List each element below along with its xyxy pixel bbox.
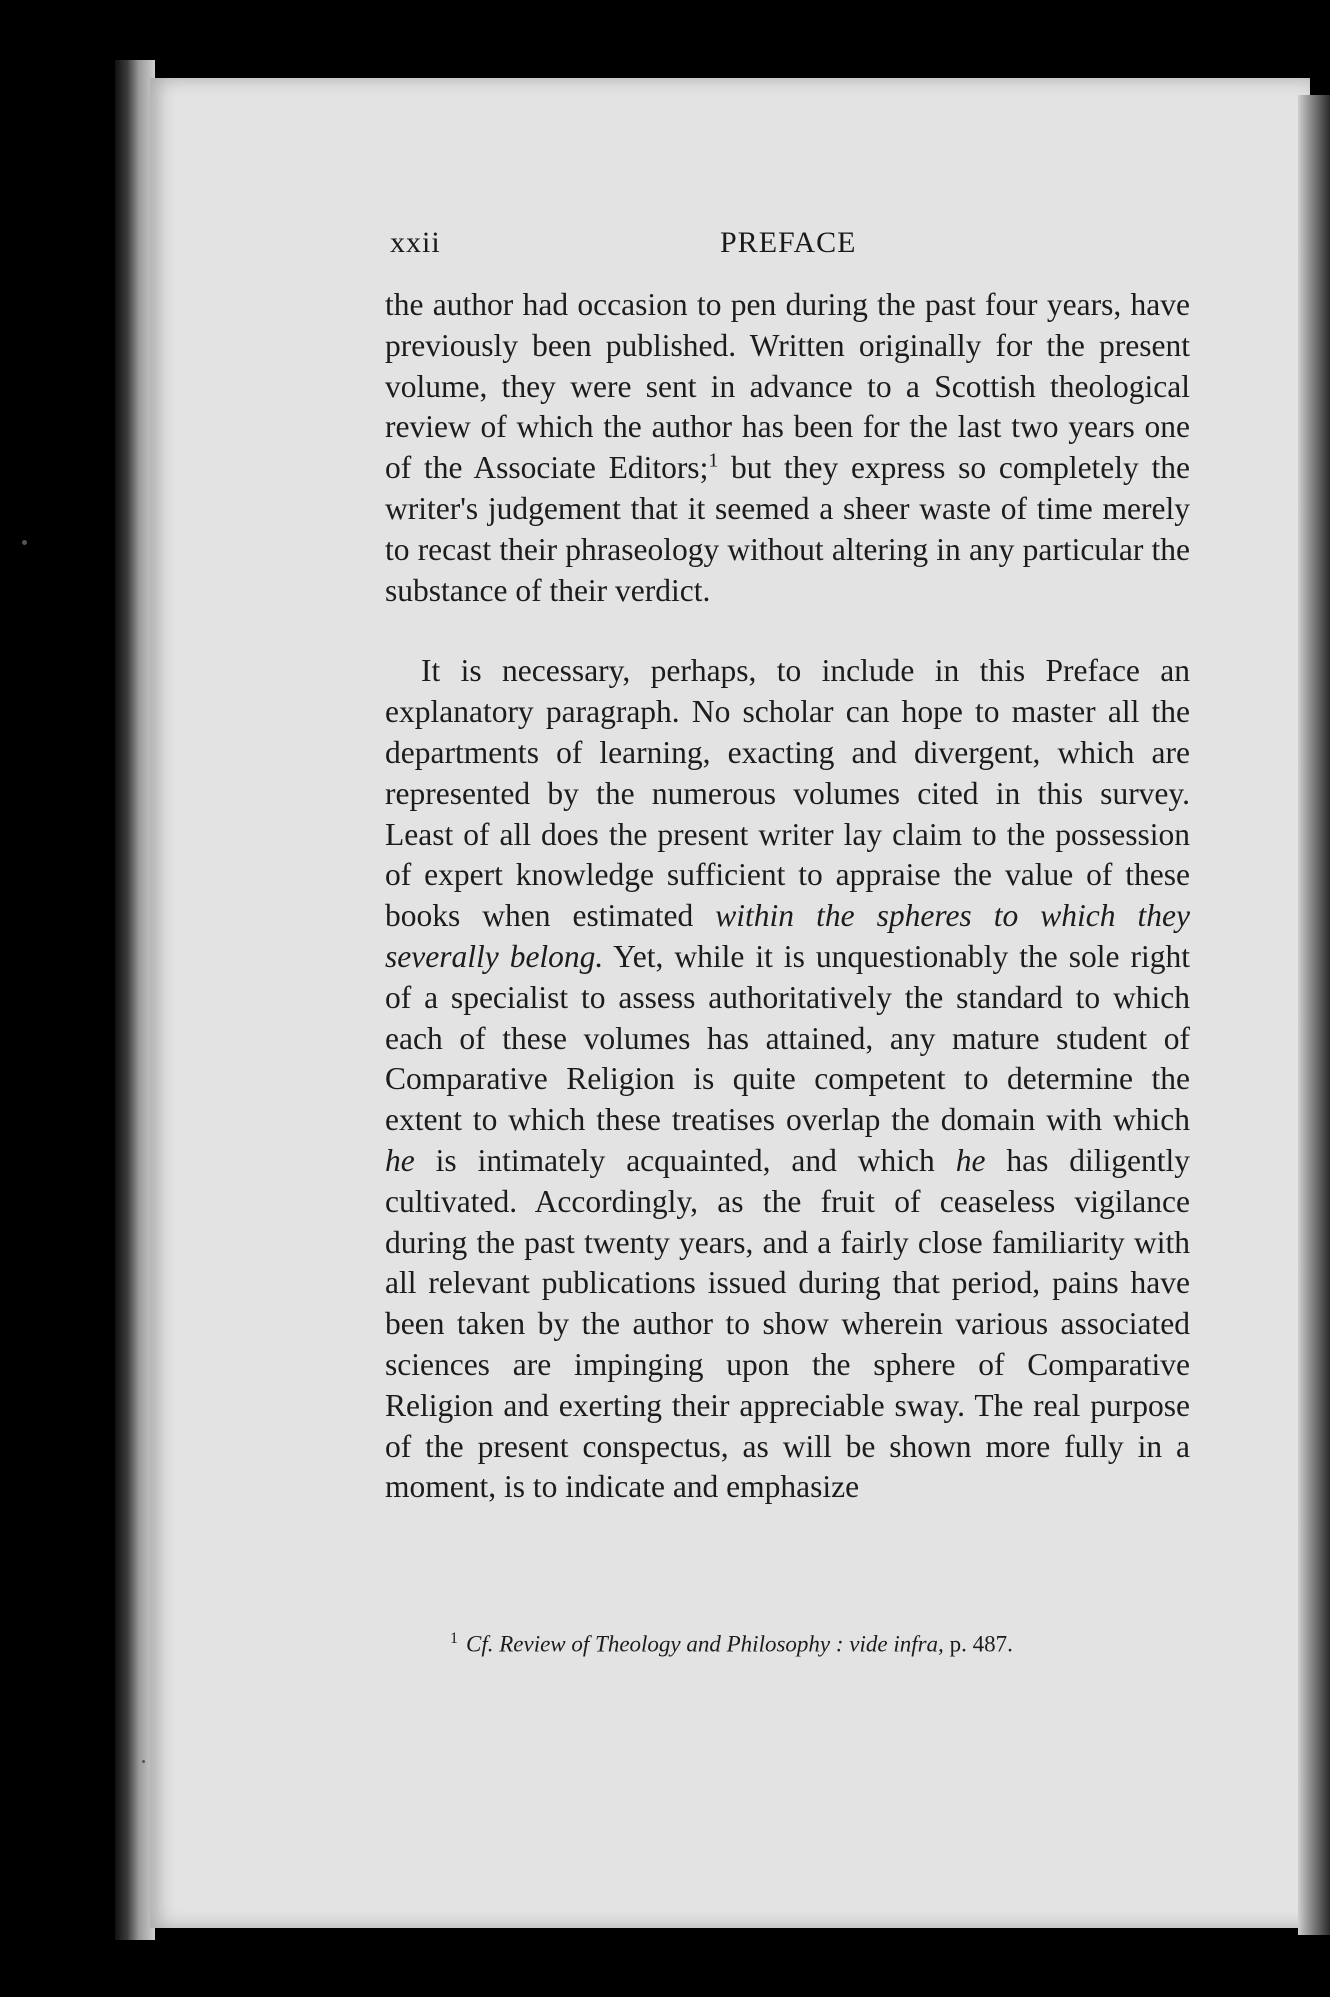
paragraph-text: It is necessary, perhaps, to include in this Preface an explanatory paragraph. No scholar can hope to master all the departments of learning, exacting and divergent, which are represented by the numerous volumes cited in this survey. Least of all does the present writer lay claim to the possession of expert knowledge sufficient to appraise the value of these books when estimated [385, 653, 1190, 934]
footnote-reference: 1 [708, 449, 719, 472]
page-header [390, 220, 1190, 270]
footnote [450, 1630, 1150, 1658]
book-binding-edge [115, 60, 155, 1940]
paragraph-text: is intimately acquainted, and which [414, 1142, 956, 1178]
dust-speck [142, 1760, 145, 1763]
italic-word: he [955, 1142, 986, 1178]
dust-speck [22, 540, 27, 545]
paragraph-text: Yet, while it is unquestionably the sole right of a specialist to assess authoritatively the standard to which each of these volumes has attained, any mature student of Comparative Religion is quite competent to determine the extent to which these treatises overlap the domain with which [385, 938, 1190, 1138]
paragraph-text: but they express so completely the writer's judgement that it seemed a sheer waste of time merely to recast their phraseology without altering in any particular the substance of their verdict. [385, 450, 1190, 608]
body-text [385, 285, 1190, 1508]
footnote-page-ref: p. 487. [943, 1631, 1013, 1657]
page-number: xxii [390, 226, 441, 259]
footnote-citation: Cf. Review of Theology and Philosophy : vide infra, [466, 1631, 944, 1657]
paragraph-text: has diligently cultivated. Accordingly, as the fruit of ceaseless vigilance during the past twenty years, and a fairly close familiarity with all relevant publications issued during that period, pains have been taken by the author to show wherein various associated sciences are impinging upon the sphere of Comparative Religion and exerting their appreciable sway. The real purpose of the present conspectus, as will be shown more fully in a moment, is to indicate and emphasize [385, 1142, 1191, 1505]
paragraph-text: the author had occasion to pen during the past four years, have previously been published. Written originally for the present volume, they were sent in advance to a Scottish theological review of which the author has been for the last two years one of the Associate Editors; [385, 287, 1190, 486]
paragraph-explanatory [385, 651, 1190, 1508]
italic-phrase: within the spheres to which they severally belong. [385, 898, 1190, 974]
footnote-number: 1 [450, 1630, 458, 1647]
running-head: PREFACE [720, 226, 857, 259]
italic-word: he [385, 1142, 415, 1178]
page-right-edge [1298, 95, 1330, 1935]
paragraph-continuation [385, 285, 1190, 611]
